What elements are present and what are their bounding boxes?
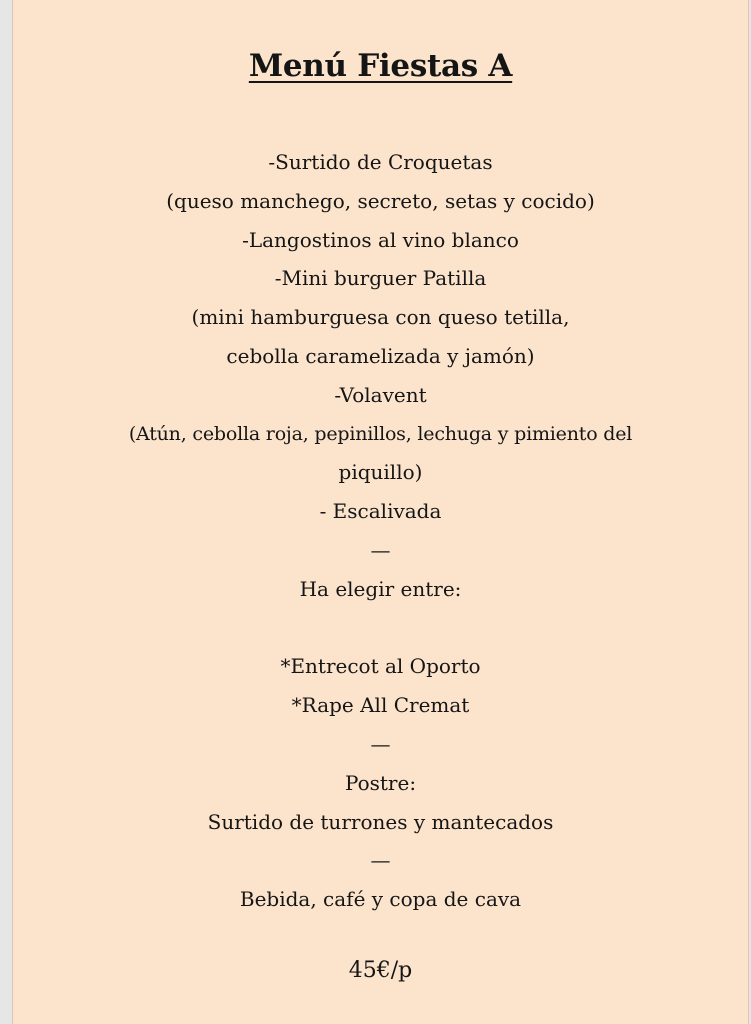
section-divider: — — [370, 537, 391, 562]
menu-line: Postre: — [344, 770, 417, 795]
menu-items — [13, 143, 748, 919]
menu-line: -Langostinos al vino blanco — [242, 227, 519, 252]
menu-title: Menú Fiestas A — [248, 48, 513, 84]
menu-line: -Surtido de Croquetas — [268, 150, 493, 174]
menu-line: Bebida, café y copa de cava — [239, 887, 522, 912]
menu-line: piquillo) — [338, 460, 423, 485]
menu-line: - Escalivada — [319, 499, 442, 524]
menu-line: (queso manchego, secreto, setas y cocido) — [166, 188, 595, 213]
menu-line: *Rape All Cremat — [291, 693, 470, 718]
blank-line — [13, 609, 748, 648]
menu-price: 45€/p — [348, 958, 413, 983]
menu-line: -Volavent — [334, 382, 427, 407]
section-divider: — — [370, 848, 391, 873]
menu-page — [12, 0, 749, 1024]
menu-line: -Mini burguer Patilla — [274, 266, 487, 291]
section-divider: — — [370, 731, 391, 756]
menu-line: Surtido de turrones y mantecados — [207, 809, 554, 834]
menu-line: (Atún, cebolla roja, pepinillos, lechuga y pimiento del — [128, 422, 633, 445]
menu-line: cebolla caramelizada y jamón) — [226, 343, 535, 368]
menu-line: (mini hamburguesa con queso tetilla, — [191, 305, 570, 330]
menu-line: *Entrecot al Oporto — [280, 654, 481, 679]
menu-line: Ha elegir entre: — [299, 576, 462, 601]
